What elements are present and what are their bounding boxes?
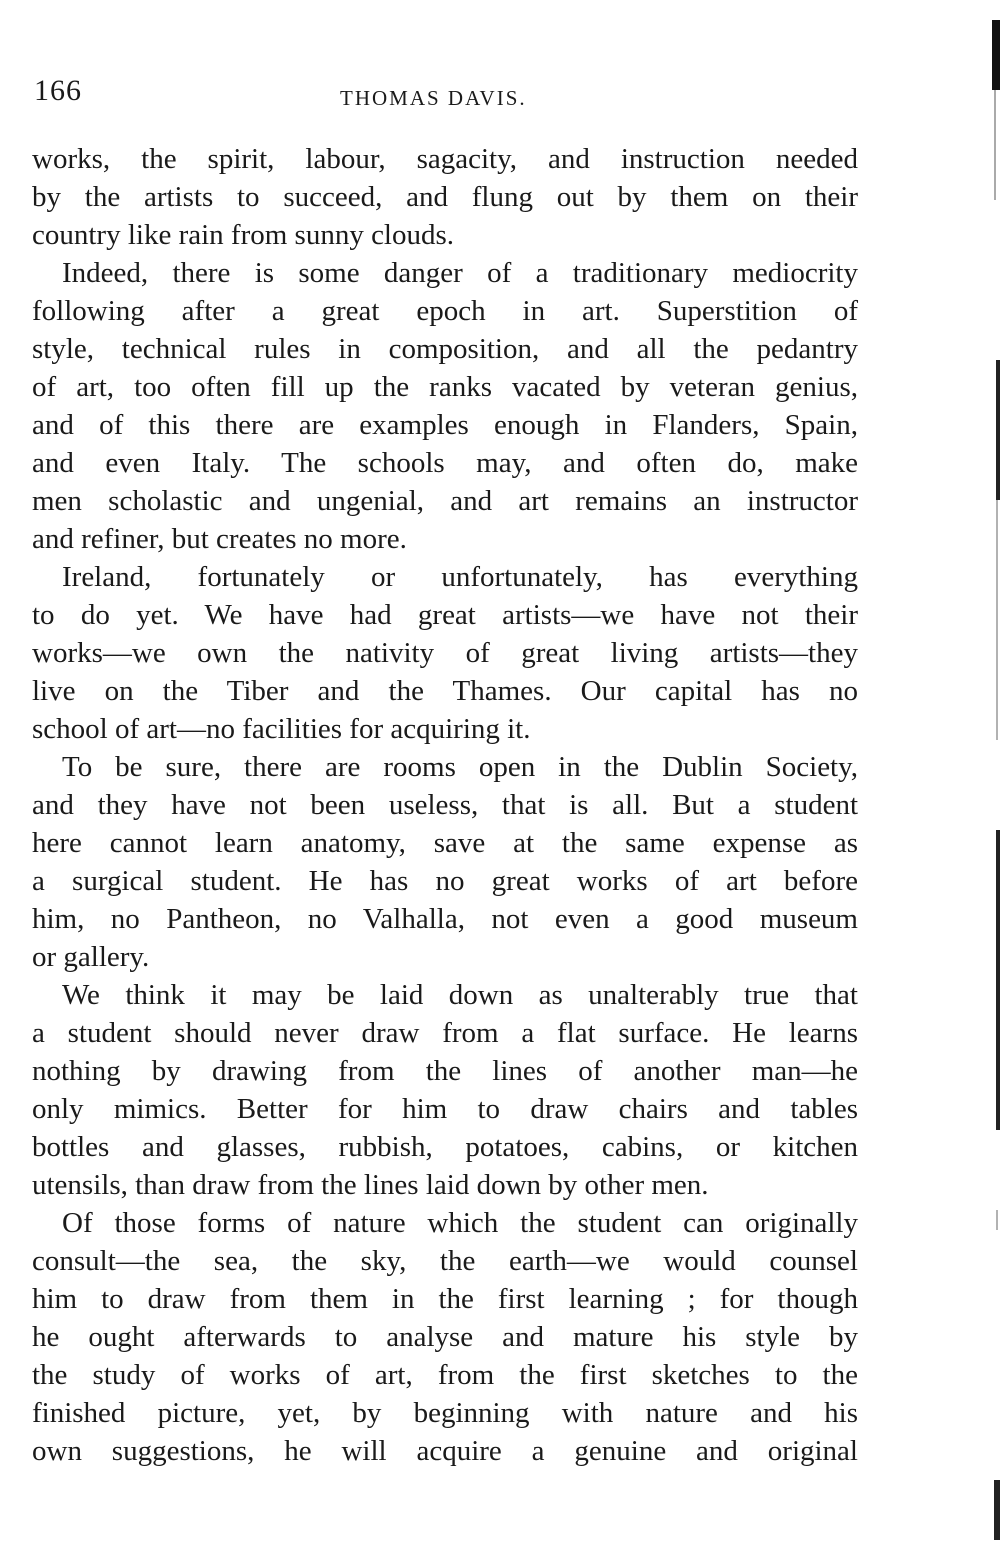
text-line: only mimics. Better for him to draw chairs and tables [32,1093,858,1125]
text-line: to do yet. We have had great artists—we have not their [32,599,858,631]
text-line: Of those forms of nature which the student can originally [62,1207,858,1239]
text-line: nothing by drawing from the lines of another man—he [32,1055,858,1087]
text-line: and they have not been useless, that is all. But a student [32,789,858,821]
text-line: live on the Tiber and the Thames. Our capital has no [32,675,858,707]
text-line: a student should never draw from a flat surface. He learns [32,1017,858,1049]
text-line: Indeed, there is some danger of a traditionary mediocrity [62,257,858,289]
text-line: he ought afterwards to analyse and mature his style by [32,1321,858,1353]
text-line: or gallery. [32,941,150,973]
text-line: by the artists to succeed, and flung out by them on their [32,181,858,213]
text-line: own suggestions, he will acquire a genuine and original [32,1435,858,1467]
text-line: finished picture, yet, by beginning with nature and his [32,1397,858,1429]
text-line: style, technical rules in composition, and all the pedantry [32,333,858,365]
page-number: 166 [34,74,82,107]
text-line: the study of works of art, from the first sketches to the [32,1359,858,1391]
text-line: and even Italy. The schools may, and often do, make [32,447,858,479]
text-line: works, the spirit, labour, sagacity, and instruction needed [32,143,858,175]
text-line: To be sure, there are rooms open in the Dublin Society, [62,751,858,783]
text-line: men scholastic and ungenial, and art remains an instructor [32,485,858,517]
text-line: utensils, than draw from the lines laid down by other men. [32,1169,709,1201]
text-line: of art, too often fill up the ranks vacated by veteran genius, [32,371,858,403]
text-line: Ireland, fortunately or unfortunately, has everything [62,561,858,593]
text-line: consult—the sea, the sky, the earth—we would counsel [32,1245,858,1277]
text-line: We think it may be laid down as unalterably true that [62,979,858,1011]
running-head: THOMAS DAVIS. [340,86,527,110]
binding-edge-shadow [940,0,1000,1544]
text-line: works—we own the nativity of great living artists—they [32,637,858,669]
body-text [32,140,858,1470]
text-line: him, no Pantheon, no Valhalla, not even a good museum [32,903,858,935]
binding-edge-graphic [940,0,1000,1544]
text-line: him to draw from them in the first learning ; for though [32,1283,858,1315]
text-line: and of this there are examples enough in Flanders, Spain, [32,409,858,441]
text-line: and refiner, but creates no more. [32,523,407,555]
text-line: bottles and glasses, rubbish, potatoes, cabins, or kitchen [32,1131,858,1163]
text-line: a surgical student. He has no great works of art before [32,865,858,897]
text-line: following after a great epoch in art. Superstition of [32,295,858,327]
text-line: here cannot learn anatomy, save at the same expense as [32,827,858,859]
text-line: country like rain from sunny clouds. [32,219,455,251]
text-line: school of art—no facilities for acquiring it. [32,713,531,745]
